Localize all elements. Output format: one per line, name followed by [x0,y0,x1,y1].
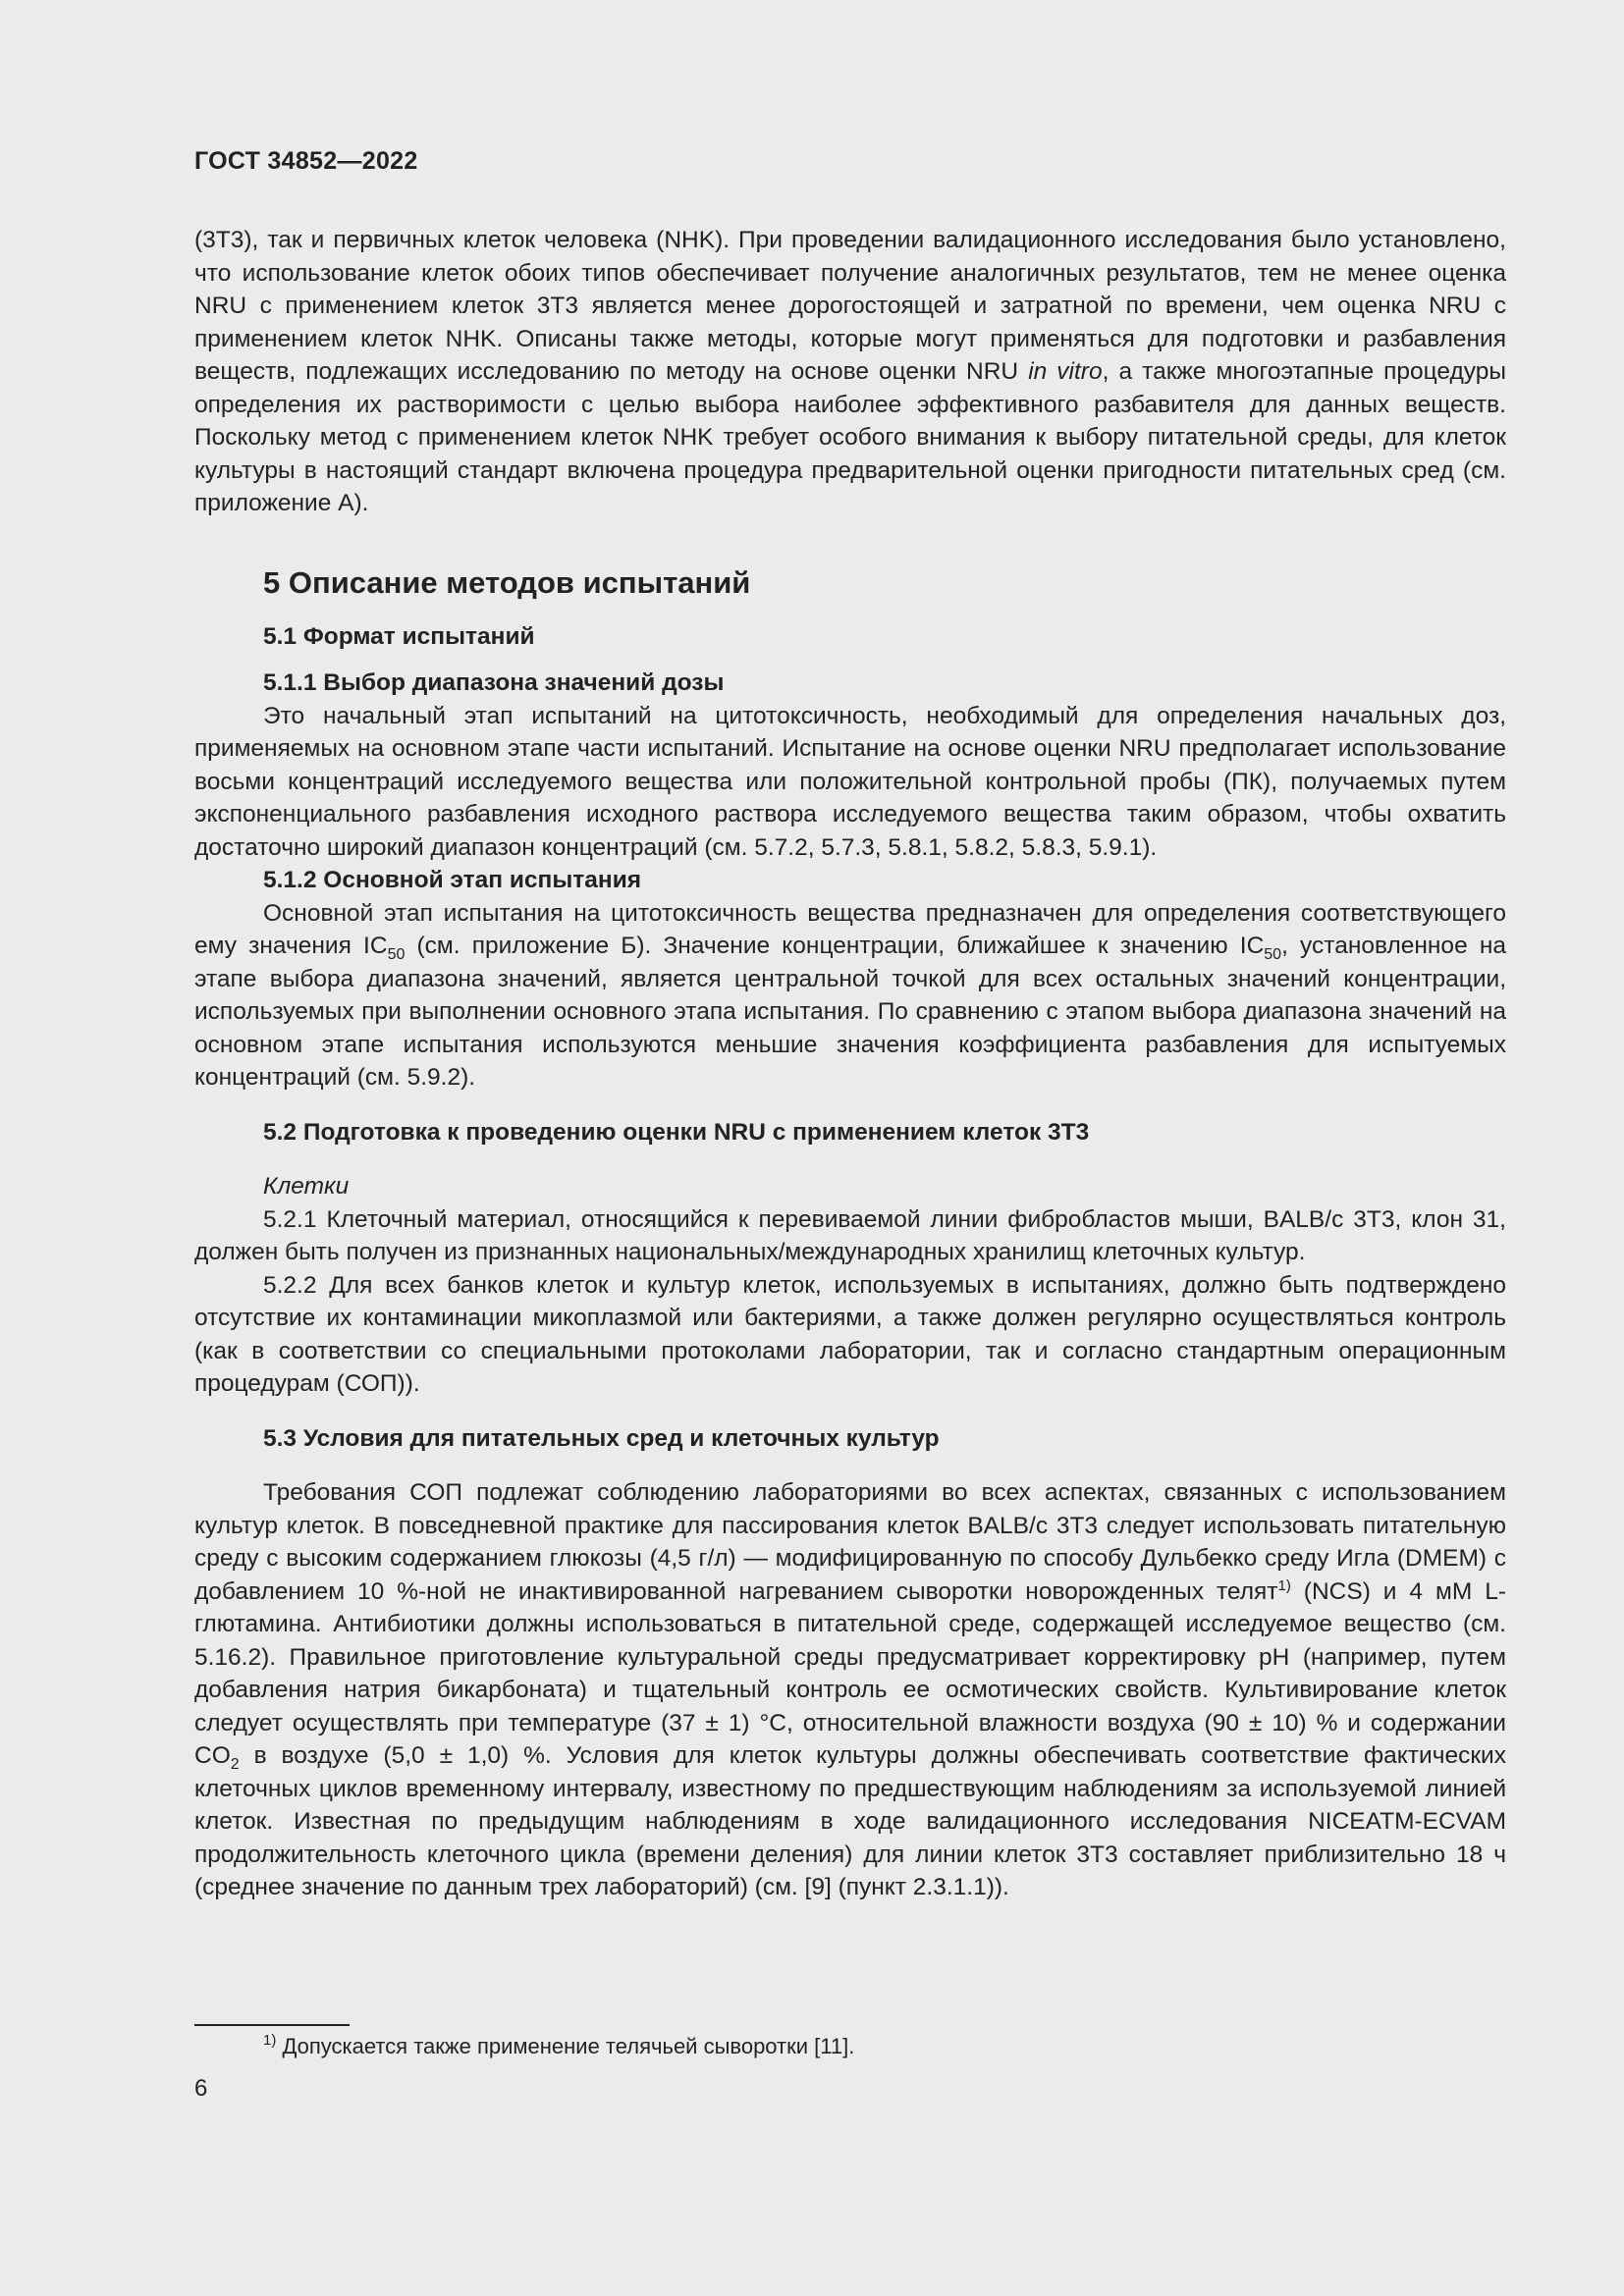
footnote-text: Допускается также применение телячьей сыворотки [11]. [276,2034,855,2058]
intro-paragraph [194,224,1506,520]
section-5-3-text: Требования СОП подлежат соблюдению лабораториями во всех аспектах, связанных с использованием культур клеток. В повседневной практике для пассирования клеток BALB/c 3T3 следует использовать питательную среду с высоким содержанием глюкозы (4,5 г/л) — модифицированную по способу Дульбекко среду Игла (DMEM) с добавлением 10 %-ной не инактивированной нагреванием сыворотки новорожденных телят$^{1)}$ (NCS) и 4 мМ L-глютамина. Антибиотики должны использоваться в питательной среде, содержащей исследуемое вещество (см. 5.16.2). Правильное приготовление культуральной среды предусматривает корректировку pH (например, путем добавления натрия бикарбоната) и тщательный контроль ее осмотических свойств. Культивирование клеток следует осуществлять при температуре (37 ± 1) °С, относительной влажности воздуха (90 ± 10) % и содержании $CO_2$ в воздухе (5,0 ± 1,0) %. Условия для клеток культуры должны обеспечивать соответствие фактических клеточных циклов временному интервалу, известному по предшествующим наблюдениям за используемой линией клеток. Известная по предыдущим наблюдениям в ходе валидационного исследования NICEATM-ECVAM продолжительность клеточного цикла (времени деления) для линии клеток 3Т3 составляет приблизительно 18 ч (среднее значение по данным трех лабораторий) (см. [9] (пункт 2.3.1.1)). [194,1479,1506,1900]
footnote [263,2032,854,2061]
intro-text-1: (3Т3), так и первичных клеток человека (NHK). При проведении валидационного исследования было установлено, что использование клеток обоих типов обеспечивает получение аналогичных результатов, тем не менее оценка NRU с применением клеток 3Т3 является менее дорогостоящей и затратной по времени, чем оценка NRU с применением клеток NHK. Описаны также методы, которые могут применяться для подготовки и разбавления веществ, подлежащих исследованию по методу на основе оценки NRU [194,227,1506,385]
footnote-divider [194,2024,350,2026]
cells-label: Клетки [263,1173,350,1200]
footnote-mark: 1) [263,2032,277,2049]
document-header: ГОСТ 34852—2022 [194,147,418,175]
section-5-1-2-text: Основной этап испытания на цитотоксичность вещества предназначен для определения соответствующего ему значения $IC_{50}$ (см. приложение Б). Значение концентрации, ближайшее к значению $IC_{50}$, установленное на этапе выбора диапазона значений, является центральной точкой для всех остальных значений концентрации, используемых при выполнении основного этапа испытания. По сравнению с этапом выбора диапазона значений на основном этапе испытания используются меньшие значения коэффициента разбавления для испытуемых концентраций (см. 5.9.2). [194,899,1507,1091]
document-body [194,224,1506,1904]
section-5-2-heading: 5.2 Подготовка к проведению оценки NRU с применением клеток 3Т3 [263,1118,1090,1146]
section-5-2-1-text: 5.2.1 Клеточный материал, относящийся к перевиваемой линии фибробластов мыши, BALB/c 3T3, клон 31, должен быть получен из признанных национальных/международных хранилищ клеточных культур. [194,1205,1506,1265]
page-number: 6 [194,2075,208,2102]
intro-italic: in vitro [1028,358,1103,385]
section-5-heading: 5 Описание методов испытаний [263,564,751,600]
section-5-1-2-heading: 5.1.2 Основной этап испытания [263,867,642,893]
section-5-1-1-text: Это начальный этап испытаний на цитотоксичность, необходимый для определения начальных доз, применяемых на основном этапе части испытаний. Испытание на основе оценки NRU предполагает использование восьми концентраций исследуемого вещества или положительной контрольной пробы (ПК), получаемых путем экспоненциального разбавления исходного раствора исследуемого вещества таким образом, чтобы охватить достаточно широкий диапазон концентраций (см. 5.7.2, 5.7.3, 5.8.1, 5.8.2, 5.8.3, 5.9.1). [194,702,1506,861]
section-5-2-2-text: 5.2.2 Для всех банков клеток и культур клеток, используемых в испытаниях, должно быть подтверждено отсутствие их контаминации микоплазмой или бактериями, а также должен регулярно осуществляться контроль (как в соответствии со специальными протоколами лаборатории, так и согласно стандартным операционным процедурам (СОП)). [194,1271,1506,1397]
section-5-1-heading: 5.1 Формат испытаний [263,622,535,650]
section-5-1-1-heading: 5.1.1 Выбор диапазона значений дозы [263,669,725,696]
intro-text-2: , а также многоэтапные процедуры определения их растворимости с целью выбора наиболее эффективного разбавителя для данных веществ. Поскольку метод с применением клеток NHK требует особого внимания к выбору питательной среды, для клеток культуры в настоящий стандарт включена процедура предварительной оценки пригодности питательных сред (см. приложение А). [194,358,1506,516]
section-5-3-heading: 5.3 Условия для питательных сред и клеточных культур [263,1424,940,1452]
